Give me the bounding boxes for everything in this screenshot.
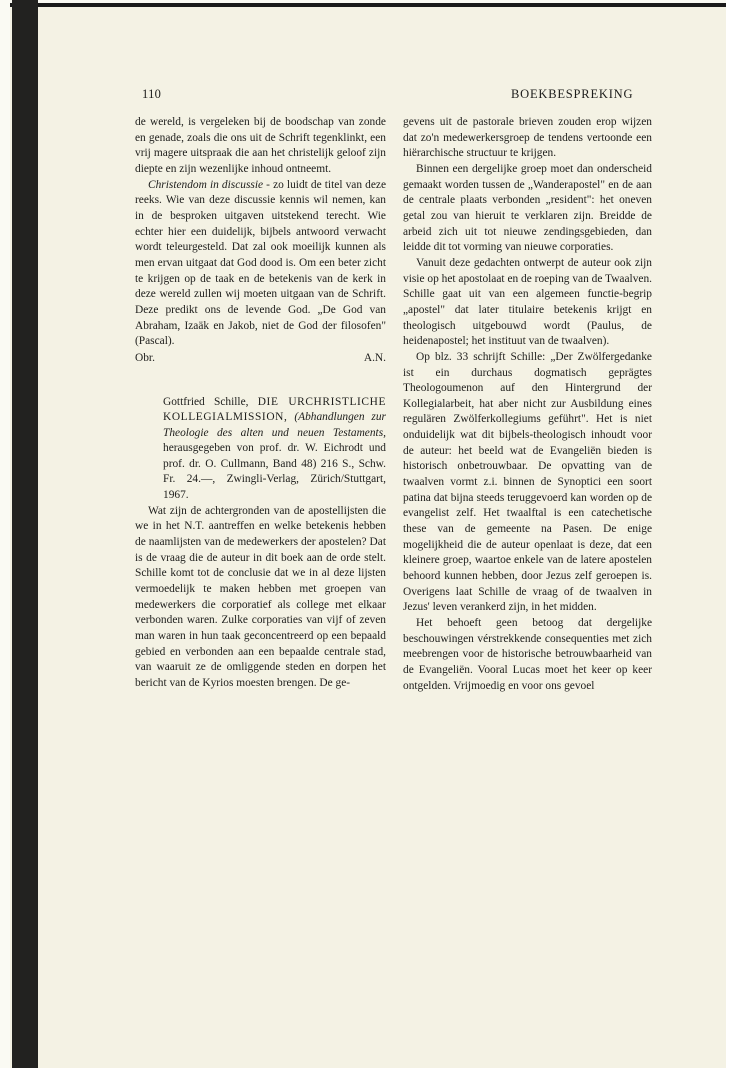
review-book-title: DIE URCHRISTLICHE KOLLEGIALMISSION, — [163, 395, 386, 424]
signature-right: A.N. — [363, 351, 386, 364]
book-binding-shadow — [12, 0, 38, 1068]
paragraph: Christendom in discussie - zo luidt de titel van deze reeks. Wie van deze discussie kennis wil nemen, kan in de besproken uitgaven uitstekend terecht. Wie echter hier een duidelijk, bijbels antwoord verwacht wordt teleurgesteld. Dat zal ook moeilijk kunnen als men ervan uitgaat dat God dood is. Om een beter zicht te krijgen op de taak en de betekenis van de kerk in deze wereld zullen wij moeten uitgaan van de Schrift. Deze predikt ons de levende God. „De God van Abraham, Izaäk en Jakob, niet de God der filosofen" (Pascal). — [135, 178, 386, 348]
right-column — [403, 115, 652, 694]
series-title: Christendom in discussie — [148, 178, 264, 191]
paragraph: Binnen een dergelijke groep moet dan onderscheid gemaakt worden tussen de „Wanderapostel" en de aan de centrale plaats verbonden „resident": het oneven getal zou van hieruit te verklaren zijn. Breidde de arbeid zich uit tot nieuwe zendingsgebieden, dan leidde dit tot vorming van nieuwe corporaties. — [403, 162, 652, 254]
paragraph: gevens uit de pastorale brieven zouden erop wijzen dat zo'n medewerkersgroep de tendens vertoonde een hiërarchische structuur te krijgen. — [403, 116, 652, 160]
review-author: Gottfried Schille, — [163, 395, 258, 408]
review-publication-details: herausgegeben von prof. dr. W. Eichrodt und prof. dr. O. Cullmann, Band 48) 216 S., Schw. Fr. 24.—, Zwingli-Verlag, Zürich/Stuttgart, 1967. — [163, 442, 386, 502]
page-number: 110 — [142, 87, 162, 101]
paragraph: Op blz. 33 schrijft Schille: „Der Zwölfergedanke ist ein durchaus dogmatisch geprägtes Theologoumenon auf den Hintergrund der Kollegialarbeit, hat aber nicht zur Ausbildung eines regulären Zwölferkollegiums geführt". Het is niet onduidelijk wat dit bijbels-theologisch inhoudt voor de auteur: het beeld wat de Evangeliën bieden is historisch onbetrouwbaar. De opvatting van de twaalven vormt z.i. binnen de Synoptici een soort patina dat bijna steeds teruggevoerd kan worden op de evangelist zelf. Het twaalftal is een catechetische these van de gemeente na Pasen. De enige mogelijkheid die de auteur openlaat is deze, dat een kleinere groep, waartoe enkele van de latere apostelen behoord kunnen hebben, door Jezus zelf geroepen is. Overigens laat Schille de vraag of de twaalven in Jezus' leven verankerd zijn, in het midden. — [403, 350, 652, 614]
paragraph: Wat zijn de achtergronden van de apostellijsten die we in het N.T. aantreffen en welke betekenis hebben de naamlijsten van de medewerkers der apostelen? Dat is de vraag die de auteur in dit boek aan de orde stelt. Schille komt tot de conclusie dat we in al deze lijsten vermoedelijk te maken hebben met groepen van medewerkers die corporatief als college met elkaar verbonden waren. Zulke corporaties van vijf of zeven man waren in hun taak geconcentreerd op een bepaald gebied en verbonden aan een bepaalde centrale stad, van waaruit ze de omliggende steden en dorpen het bericht van de Kyrios moesten brengen. De ge- — [135, 504, 386, 689]
running-head-title: BOEKBESPREKING — [511, 87, 634, 101]
left-column — [135, 115, 386, 692]
paragraph: Vanuit deze gedachten ontwerpt de auteur ook zijn visie op het apostolaat en de roeping van de Twaalven. Schille gaat uit van een algemeen functie-begrip „apostel" dat later titulaire betekenis krijgt en theologisch uitgebouwd wordt (Paulus, de heidenapostel; het instituut van de twaalven). — [403, 256, 652, 348]
signature-row — [135, 351, 386, 367]
review-bibliographic-header — [163, 395, 386, 504]
paragraph: de wereld, is vergeleken bij de boodschap van zonde en genade, zoals die ons uit de Schrift tegenklinkt, een vrij magere uitspraak die aan het christelijk geloof zijn diepte en zijn wezenlijke inhoud ontneemt. — [135, 116, 386, 175]
scan-top-shadow — [0, 3, 738, 7]
signature-left: Obr. — [135, 351, 155, 364]
scan-right-margin — [726, 0, 738, 1068]
paragraph: Het behoeft geen betoog dat dergelijke beschouwingen vérstrekkende consequenties met zich meebrengen voor de historische betrouwbaarheid van de Evangeliën. Vooral Lucas moet het keer op keer ontgelden. Vrijmoedig en voor ons gevoel — [403, 617, 652, 692]
review-series: (Abhandlungen zur Theologie des alten und neuen Testaments, — [163, 411, 386, 439]
scan-left-margin — [0, 0, 10, 1068]
